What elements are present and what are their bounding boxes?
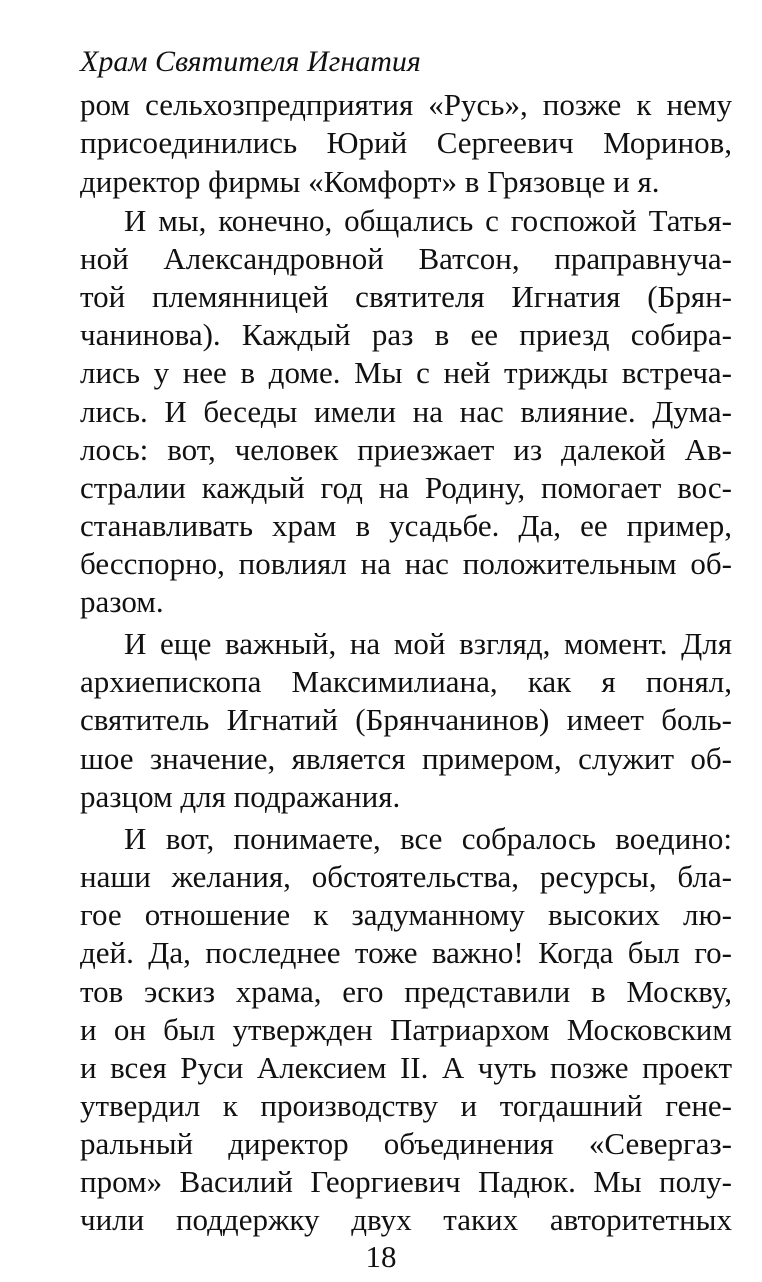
text-line: разом. bbox=[80, 584, 164, 619]
text-line: архиепископа Максимилиана, как я понял, bbox=[80, 664, 732, 699]
text-line: лись. И беседы имели на нас влияние. Дума- bbox=[80, 394, 732, 429]
text-line: лось: вот, человек приезжает из далекой Ав- bbox=[80, 432, 732, 467]
page-number: 18 bbox=[365, 1239, 397, 1274]
text-line: чанинова). Каждый раз в ее приезд собира- bbox=[80, 317, 732, 352]
text-line: присоединились Юрий Сергеевич Моринов, bbox=[80, 125, 732, 160]
text-line: пром» Василий Георгиевич Падюк. Мы полу- bbox=[80, 1164, 732, 1199]
text-line: ной Александровной Ватсон, праправнуча- bbox=[80, 241, 732, 276]
text-line: утвердил к производству и тогдашний гене- bbox=[80, 1088, 732, 1123]
text-line: наши желания, обстоятельства, ресурсы, бла- bbox=[80, 859, 732, 894]
text-line: чили поддержку двух таких авторитетных bbox=[80, 1202, 732, 1237]
text-line: бесспорно, повлиял на нас положительным об- bbox=[80, 546, 732, 581]
text-line: разцом для подражания. bbox=[80, 779, 401, 814]
text-line: стралии каждый год на Родину, помогает вос- bbox=[80, 470, 732, 505]
text-line: лись у нее в доме. Мы с ней трижды встреча- bbox=[80, 355, 732, 390]
running-head: Храм Святителя Игнатия bbox=[80, 45, 421, 78]
text-line: ральный директор объединения «Севергаз- bbox=[80, 1126, 732, 1161]
text-line: ром сельхозпредприятия «Русь», позже к нему bbox=[80, 87, 732, 122]
paragraph-first-line: И вот, понимаете, все собралось воедино: bbox=[124, 821, 732, 856]
text-line: тов эскиз храма, его представили в Москву, bbox=[80, 974, 732, 1009]
text-line: шое значение, является примером, служит об- bbox=[80, 741, 732, 776]
paragraph-first-line: И мы, конечно, общались с госпожой Татья- bbox=[124, 203, 732, 238]
paragraph-first-line: И еще важный, на мой взгляд, момент. Для bbox=[124, 626, 732, 661]
text-line: святитель Игнатий (Брянчанинов) имеет боль- bbox=[80, 702, 732, 737]
text-line: и всея Руси Алексием II. А чуть позже проект bbox=[80, 1050, 732, 1085]
text-line: гое отношение к задуманному высоких лю- bbox=[80, 897, 732, 932]
text-line: станавливать храм в усадьбе. Да, ее пример, bbox=[80, 508, 732, 543]
text-line: дей. Да, последнее тоже важно! Когда был го- bbox=[80, 935, 732, 970]
text-line: той племянницей святителя Игнатия (Брян- bbox=[80, 279, 732, 314]
text-line: и он был утвержден Патриархом Московским bbox=[80, 1012, 732, 1047]
text-line: директор фирмы «Комфорт» в Грязовце и я. bbox=[80, 164, 660, 199]
